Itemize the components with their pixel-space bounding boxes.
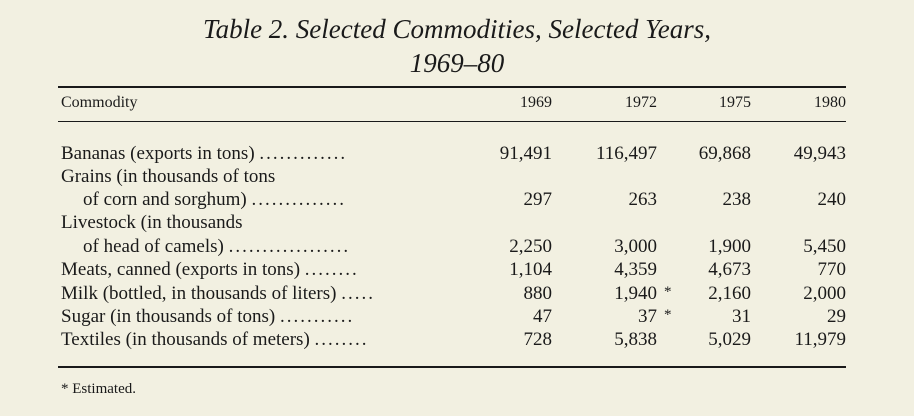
bottom-rule xyxy=(58,366,846,368)
table-row-sugar xyxy=(0,306,914,329)
value-1969: 2,250 xyxy=(509,236,552,257)
table-row-textiles xyxy=(0,329,914,352)
value-1972: 116,497 xyxy=(595,143,657,164)
top-rule xyxy=(58,86,846,88)
row-label: of corn and sorghum) .............. xyxy=(83,189,347,210)
row-label: Milk (bottled, in thousands of liters) ..... xyxy=(61,283,375,304)
value-1980: 770 xyxy=(817,259,846,280)
table-row-livestock-line-1 xyxy=(0,212,914,235)
column-header-1975: 1975 xyxy=(719,94,751,111)
value-1969: 728 xyxy=(523,329,552,350)
value-1969: 47 xyxy=(533,306,552,327)
row-label: Meats, canned (exports in tons) ........ xyxy=(61,259,359,280)
table-row-milk xyxy=(0,283,914,306)
table-row-grains xyxy=(0,189,914,212)
value-1969: 297 xyxy=(523,189,552,210)
table-title-line-2: 1969–80 xyxy=(409,48,505,78)
value-1972: 5,838 xyxy=(614,329,657,350)
column-header-1972: 1972 xyxy=(625,94,657,111)
value-1975: 2,160 xyxy=(708,283,751,304)
value-1972: 4,359 xyxy=(614,259,657,280)
value-1980: 49,943 xyxy=(793,143,846,164)
header-rule xyxy=(58,121,846,122)
value-1975: 5,029 xyxy=(708,329,751,350)
value-1972: 3,000 xyxy=(614,236,657,257)
value-1975: 238 xyxy=(722,189,751,210)
value-1975: 4,673 xyxy=(708,259,751,280)
value-1969: 880 xyxy=(523,283,552,304)
value-1969: 91,491 xyxy=(499,143,552,164)
estimate-marker: * xyxy=(664,307,672,323)
value-1972: 37 xyxy=(638,306,657,327)
row-label: Livestock (in thousands xyxy=(61,212,243,233)
row-label: Sugar (in thousands of tons) ........... xyxy=(61,306,355,327)
row-label: Bananas (exports in tons) ............. xyxy=(61,143,348,164)
value-1975: 31 xyxy=(732,306,751,327)
value-1972: 263 xyxy=(628,189,657,210)
column-header-commodity: Commodity xyxy=(61,94,138,111)
column-header-1969: 1969 xyxy=(520,94,552,111)
row-label: Textiles (in thousands of meters) ........ xyxy=(61,329,369,350)
value-1980: 29 xyxy=(827,306,846,327)
value-1972: 1,940 xyxy=(614,283,657,304)
footnote: * Estimated. xyxy=(61,381,136,397)
row-label: of head of camels) .................. xyxy=(83,236,351,257)
value-1980: 2,000 xyxy=(803,283,846,304)
value-1975: 69,868 xyxy=(698,143,751,164)
estimate-marker: * xyxy=(664,284,672,300)
value-1969: 1,104 xyxy=(509,259,552,280)
value-1975: 1,900 xyxy=(708,236,751,257)
table-row-livestock xyxy=(0,236,914,259)
value-1980: 240 xyxy=(817,189,846,210)
value-1980: 11,979 xyxy=(794,329,846,350)
column-header-1980: 1980 xyxy=(814,94,846,111)
table-row-grains-line-1 xyxy=(0,166,914,189)
table-row-meats xyxy=(0,259,914,282)
table-row-bananas xyxy=(0,143,914,166)
table-title-line-1: Table 2. Selected Commodities, Selected Years, xyxy=(203,14,711,44)
row-label: Grains (in thousands of tons xyxy=(61,166,276,187)
value-1980: 5,450 xyxy=(803,236,846,257)
